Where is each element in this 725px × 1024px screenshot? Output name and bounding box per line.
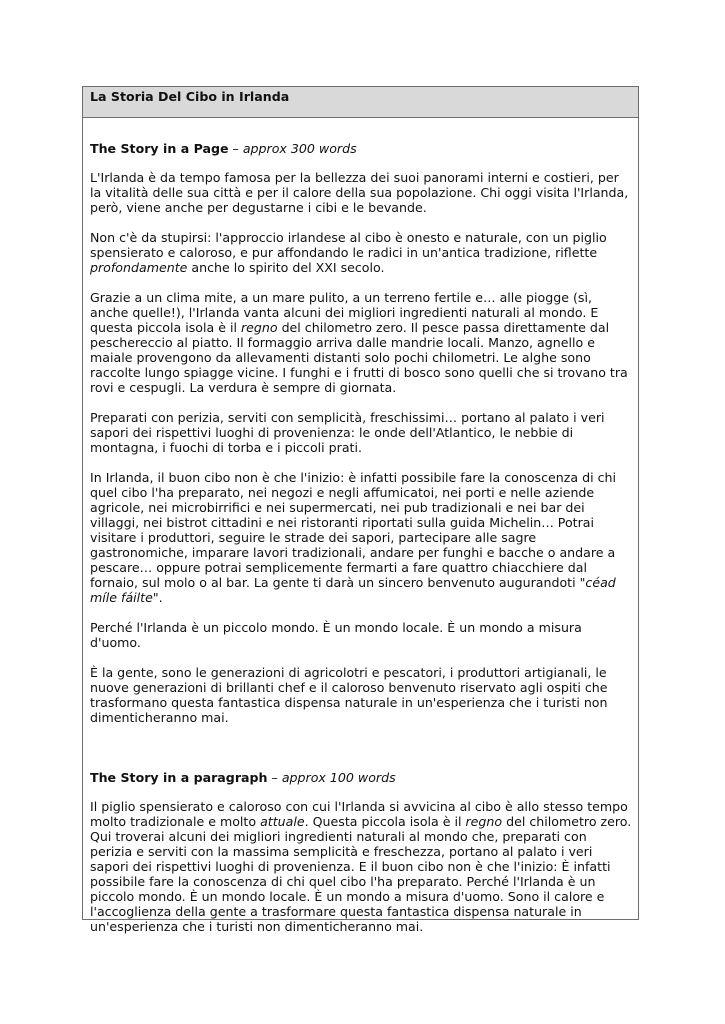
story-page-heading-title: The Story in a Page: [90, 141, 229, 156]
paragraph-3-text-b: del chilometro zero. Il pesce passa direttamente dal peschereccio al piatto. Il formaggio arriva dalle mandrie locali. Manzo, agnello e maiale provengono da allevamenti distanti solo pochi chilometri. Le alghe sono raccolte lungo spiagge vicine. I funghi e i frutti di bosco sono quelli che si trovano tra rovi e cespugli. La verdura è sempre di giornata.: [90, 320, 628, 395]
story-paragraph-word-count: approx 100 words: [281, 770, 396, 785]
summary-emphasis-2: regno: [465, 814, 503, 829]
section-spacer: [90, 740, 632, 770]
paragraph-2-emphasis: profondamente: [90, 260, 188, 275]
paragraph-3: [90, 290, 632, 395]
paragraph-3-text-a: Grazie a un clima mite, a un mare pulito, a un terreno fertile e… alle piogge (sì, anche quelle!), l'Irlanda vanta alcuni dei migliori ingredienti naturali al mondo. E questa piccola isola è il: [90, 290, 599, 335]
summary-text-b: . Questa piccola isola è il: [304, 814, 466, 829]
title-row: [83, 87, 638, 118]
summary-text-c: del chilometro zero. Qui troverai alcuni dei migliori ingredienti naturali al mondo che, preparati con perizia e serviti con la massima semplicità e freschezza, portano al palato i veri sapori dei rispettivi luoghi di provenienza. E il buon cibo non è che l'inizio: È infatti possibile fare la conoscenza di chi quel cibo l'ha preparato. Perché l'Irlanda è un piccolo mondo. È un mondo locale. È un mondo a misura d'uomo. Sono il calore e l'accoglienza della gente a trasformare questa fantastica dispensa naturale in un'esperienza che i turisti non dimenticheranno mai.: [90, 814, 632, 934]
summary-text-a: Il piglio spensierato e caloroso con cui l'Irlanda si avvicina al cibo è allo stesso tempo molto tradizionale e molto: [90, 799, 628, 829]
paragraph-5-emphasis: "céad míle fáilte": [90, 575, 616, 605]
paragraph-5-text-a: In Irlanda, il buon cibo non è che l'inizio: è infatti possibile fare la conoscenza di chi quel cibo l'ha preparato, nei negozi e negli affumicatoi, nei porti e nelle aziende agricole, nei microbirrifici e nei supermercati, nei pub tradizionali e nei bar dei villaggi, nei bistrot cittadini e nei ristoranti riportati sulla guida Michelin… Potrai visitare i produttori, seguire le strade dei sapori, partecipare alle sagre gastronomiche, imparare lavori tradizionali, andare per funghi e bacche o andare a pescare… oppure potrai semplicemente fermarti a fare quattro chiacchiere dal fornaio, sul molo o al bar. La gente ti darà un sincero benvenuto augurandoti: [90, 470, 616, 590]
paragraph-5-text-b: .: [158, 590, 163, 605]
story-paragraph-heading: [90, 770, 632, 785]
story-paragraph-heading-title: The Story in a paragraph: [90, 770, 268, 785]
story-page-word-count: approx 300 words: [242, 141, 357, 156]
summary-paragraph: [90, 799, 632, 934]
story-paragraph-heading-dash: –: [267, 770, 282, 785]
paragraph-3-emphasis: regno: [240, 320, 278, 335]
document-title: La Storia Del Cibo in Irlanda: [90, 89, 290, 104]
content-cell: [83, 118, 638, 934]
paragraph-5: [90, 470, 632, 605]
paragraph-4: Preparati con perizia, serviti con semplicità, freschissimi… portano al palato i veri sapori dei rispettivi luoghi di provenienza: le onde dell'Atlantico, le nebbie di montagna, i fuochi di torba e i piccoli prati.: [90, 410, 605, 455]
paragraph-2: [90, 230, 632, 275]
document-table: [82, 86, 639, 934]
paragraph-1: L'Irlanda è da tempo famosa per la bellezza dei suoi panorami interni e costieri, per la vitalità delle sua città e per il calore della sua popolazione. Chi oggi visita l'Irlanda, però, viene anche per degustarne i cibi e le bevande.: [90, 170, 629, 215]
story-page-heading-dash: –: [228, 141, 243, 156]
story-page-heading: [90, 141, 632, 156]
paragraph-6: Perché l'Irlanda è un piccolo mondo. È un mondo locale. È un mondo a misura d'uomo.: [90, 620, 582, 650]
paragraph-2-text-a: Non c'è da stupirsi: l'approccio irlandese al cibo è onesto e naturale, con un piglio spensierato e caloroso, e pur affondando le radici in un'antica tradizione, riflette: [90, 230, 607, 260]
paragraph-7: È la gente, sono le generazioni di agricolotri e pescatori, i produttori artigianali, le nuove generazioni di brillanti chef e il caloroso benvenuto riservato agli ospiti che trasformano questa fantastica dispensa naturale in un'esperienza che i turisti non dimenticheranno mai.: [90, 665, 608, 725]
paragraph-2-text-b: anche lo spirito del XXI secolo.: [187, 260, 385, 275]
summary-emphasis-1: attuale: [260, 814, 305, 829]
